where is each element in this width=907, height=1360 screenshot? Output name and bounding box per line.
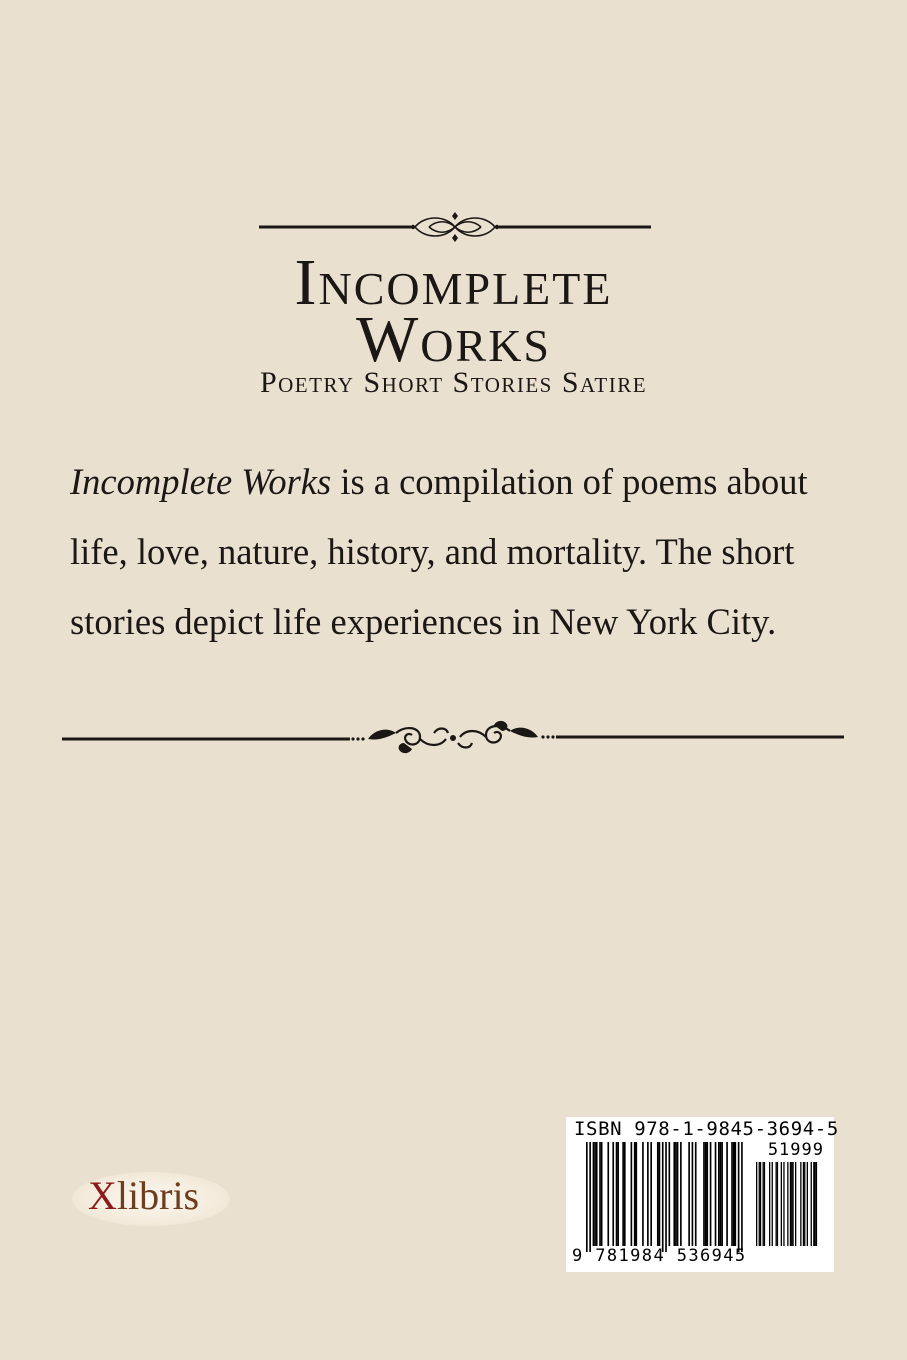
barcode-bar	[642, 1142, 644, 1246]
barcode-bar	[692, 1142, 694, 1246]
barcode-bar	[593, 1142, 595, 1246]
price-addon-bar	[815, 1162, 816, 1246]
barcode-bar	[688, 1142, 690, 1246]
price-addon-bar	[772, 1162, 773, 1246]
barcode-bar	[669, 1142, 671, 1246]
barcode-bar	[601, 1142, 603, 1246]
barcode-bar	[741, 1142, 743, 1252]
barcode-bar	[720, 1142, 722, 1246]
price-addon-bar	[783, 1162, 784, 1246]
barcode-bar	[695, 1142, 697, 1246]
barcode-bar	[680, 1142, 682, 1246]
barcode-bar	[616, 1142, 618, 1246]
price-addon-bar	[759, 1162, 760, 1246]
price-addon-bar	[803, 1162, 804, 1246]
barcode-bar	[589, 1142, 591, 1252]
divider-flourish-ornament	[60, 715, 846, 759]
xlibris-publisher-logo	[72, 1168, 232, 1228]
price-addon-bar	[811, 1162, 812, 1246]
price-addon-bar	[781, 1162, 782, 1246]
ean-digits: 9 781984 536945	[572, 1246, 747, 1266]
price-addon-bar	[792, 1162, 793, 1246]
price-addon-bar	[804, 1162, 805, 1246]
description-text: is a compilation of poems about life, love, nature, history, and mortality. The short stories depict life experiences in New York City.	[70, 461, 808, 642]
barcode-bar	[657, 1142, 659, 1246]
barcode-bar	[665, 1142, 667, 1252]
barcode-bar	[622, 1142, 624, 1246]
price-code: 51999	[767, 1140, 824, 1160]
price-addon-bar	[763, 1162, 764, 1246]
price-addon-bar	[769, 1162, 770, 1246]
barcode-bar	[607, 1142, 609, 1246]
barcode-bar	[733, 1142, 735, 1246]
isbn-barcode	[566, 1117, 839, 1272]
barcode-bar	[659, 1142, 661, 1246]
barcode-bar	[650, 1142, 652, 1246]
publisher-logo-wordmark	[88, 1173, 200, 1218]
barcode-bar	[612, 1142, 614, 1246]
barcode-bar	[675, 1142, 677, 1246]
barcode-bar	[586, 1142, 588, 1252]
barcode-bar	[617, 1142, 619, 1246]
book-title-line-1: Incomplete	[294, 246, 613, 319]
description-italic-title: Incomplete Works	[70, 461, 332, 502]
barcode-bar	[673, 1142, 675, 1246]
price-addon-bar	[787, 1162, 788, 1246]
price-addon-bar	[791, 1162, 792, 1246]
book-title-line-2: Works	[356, 303, 551, 376]
price-addon-bar	[776, 1162, 777, 1246]
price-addon-bar	[777, 1162, 778, 1246]
barcode-bar	[594, 1142, 596, 1246]
barcode-bar	[731, 1142, 733, 1246]
price-addon-bar	[760, 1162, 761, 1246]
barcode-bar	[705, 1142, 707, 1246]
barcode-bar	[634, 1142, 636, 1246]
price-addon-bar	[764, 1162, 765, 1246]
price-addon-bar	[795, 1162, 796, 1246]
barcode-bar	[596, 1142, 598, 1246]
book-description	[70, 447, 850, 657]
barcode-bar	[726, 1142, 728, 1246]
title-flourish-ornament	[259, 209, 651, 245]
barcode-bar	[647, 1142, 649, 1246]
barcode-bar	[703, 1142, 705, 1246]
barcode-bar	[721, 1142, 723, 1246]
barcode-bar	[677, 1142, 679, 1246]
barcode-bar	[710, 1142, 712, 1246]
price-addon-bar	[790, 1162, 791, 1246]
barcode-bar	[718, 1142, 720, 1246]
barcode-bar	[715, 1142, 717, 1246]
barcode-bar	[662, 1142, 664, 1252]
price-addon-bar	[807, 1162, 808, 1246]
barcode-bar	[738, 1142, 740, 1252]
publisher-logo-initial: X	[88, 1173, 117, 1218]
price-addon-bar	[816, 1162, 817, 1246]
barcode-bar	[624, 1142, 626, 1246]
book-subtitle: Poetry Short Stories Satire	[259, 366, 648, 399]
barcode-bar	[631, 1142, 633, 1246]
price-addon-bar	[800, 1162, 801, 1246]
barcode-bar	[735, 1142, 737, 1246]
publisher-logo-rest: libris	[116, 1173, 200, 1218]
barcode-bar	[599, 1142, 601, 1246]
price-addon-bar	[756, 1162, 757, 1246]
isbn-label: ISBN 978-1-9845-3694-5	[574, 1118, 839, 1140]
barcode-bar	[636, 1142, 638, 1246]
price-addon-bar	[813, 1162, 814, 1246]
barcode-bar	[706, 1142, 708, 1246]
